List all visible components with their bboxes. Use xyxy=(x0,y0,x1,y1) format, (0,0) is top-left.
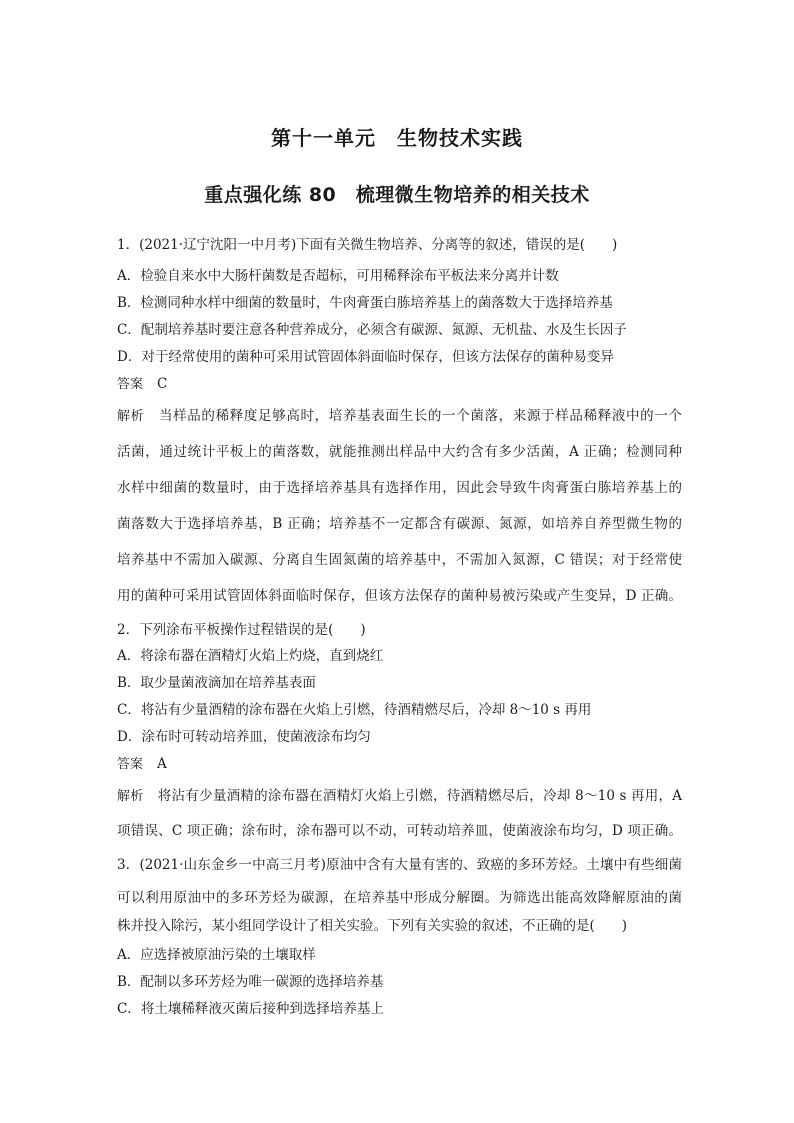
question-3-stem-line-2: 可以利用原油中的多环芳烃为碳源，在培养基中形成分解圈。为筛选出能高效降解原油的菌 xyxy=(117,890,682,906)
practice-title: 重点强化练 80 梳理微生物培养的相关技术 xyxy=(204,184,590,206)
question-1-analysis-line-2: 活菌，通过统计平板上的菌落数，就能推测出样品中大约含有多少活菌，A 正确；检测同种 xyxy=(117,444,682,460)
unit-title: 第十一单元 生物技术实践 xyxy=(271,126,523,150)
question-1-analysis-line-1 xyxy=(117,407,682,426)
question-3-option-b: B．配制以多环芳烃为唯一碳源的选择培养基 xyxy=(117,974,384,990)
question-1-option-c: C．配制培养基时要注意各种营养成分，必须含有碳源、氮源、无机盐、水及生长因子 xyxy=(117,322,627,338)
question-2-option-c: C．将沾有少量酒精的涂布器在火焰上引燃，待酒精燃尽后，冷却 8～10 s 再用 xyxy=(117,702,592,718)
answer-value: C xyxy=(157,376,168,392)
answer-label: 答案 xyxy=(117,377,144,392)
question-1-analysis-line-5: 培养基中不需加入碳源、分离自生固氮菌的培养基中，不需加入氮源，C 错误；对于经常使 xyxy=(117,552,682,568)
question-1-analysis-line-6: 用的菌种可采用试管固体斜面临时保存，但该方法保存的菌种易被污染或产生变异，D 正确。 xyxy=(117,588,682,604)
analysis-label: 解析 xyxy=(117,789,144,804)
question-3-stem-line-3: 株并投入除污，某小组同学设计了相关实验。下列有关实验的叙述，不正确的是( ) xyxy=(117,918,628,934)
answer-label: 答案 xyxy=(117,757,144,772)
question-1-analysis-line-3: 水样中细菌的数量时，由于选择培养基具有选择作用，因此会导致牛肉膏蛋白胨培养基上的 xyxy=(117,480,682,496)
question-2-analysis-line-2: 项错误、C 项正确；涂布时，涂布器可以不动，可转动培养皿，使菌液涂布均匀，D 项正确。 xyxy=(117,823,682,839)
question-3-option-c: C．将土壤稀释液灭菌后接种到选择培养基上 xyxy=(117,1001,384,1017)
question-1-option-d: D．对于经常使用的菌种可采用试管固体斜面临时保存，但该方法保存的菌种易变异 xyxy=(117,349,614,365)
question-1-analysis-line-4: 菌落数大于选择培养基，B 正确；培养基不一定都含有碳源、氮源，如培养自养型微生物的 xyxy=(117,516,682,532)
question-2-stem: 2．下列涂布平板操作过程错误的是( ) xyxy=(117,622,366,638)
question-1-option-a: A．检验自来水中大肠杆菌数是否超标，可用稀释涂布平板法来分离并计数 xyxy=(117,268,559,284)
question-1-stem: 1．(2021·辽宁沈阳一中月考)下面有关微生物培养、分离等的叙述，错误的是( ) xyxy=(117,237,618,253)
question-1-option-b: B．检测同种水样中细菌的数量时，牛肉膏蛋白胨培养基上的菌落数大于选择培养基 xyxy=(117,295,613,311)
question-2-option-b: B．取少量菌液滴加在培养基表面 xyxy=(117,675,316,691)
question-3-stem-line-1: 3．(2021·山东金乡一中高三月考)原油中含有大量有害的、致癌的多环芳烃。土壤中有些细菌 xyxy=(117,857,682,873)
analysis-label: 解析 xyxy=(117,409,145,424)
question-2-analysis-line-1 xyxy=(117,787,682,806)
question-3-option-a: A．应选择被原油污染的土壤取样 xyxy=(117,947,316,963)
analysis-text: 将沾有少量酒精的涂布器在酒精灯火焰上引燃，待酒精燃尽后，冷却 8～10 s 再用，A xyxy=(157,788,682,804)
question-2-option-d: D．涂布时可转动培养皿，使菌液涂布均匀 xyxy=(117,729,371,745)
question-2-answer xyxy=(117,755,682,774)
question-1-answer xyxy=(117,375,682,394)
answer-value: A xyxy=(157,756,167,772)
question-2-option-a: A．将涂布器在酒精灯火焰上灼烧，直到烧红 xyxy=(117,648,384,664)
analysis-text: 当样品的稀释度足够高时，培养基表面生长的一个菌落，来源于样品稀释液中的一个 xyxy=(158,408,682,424)
